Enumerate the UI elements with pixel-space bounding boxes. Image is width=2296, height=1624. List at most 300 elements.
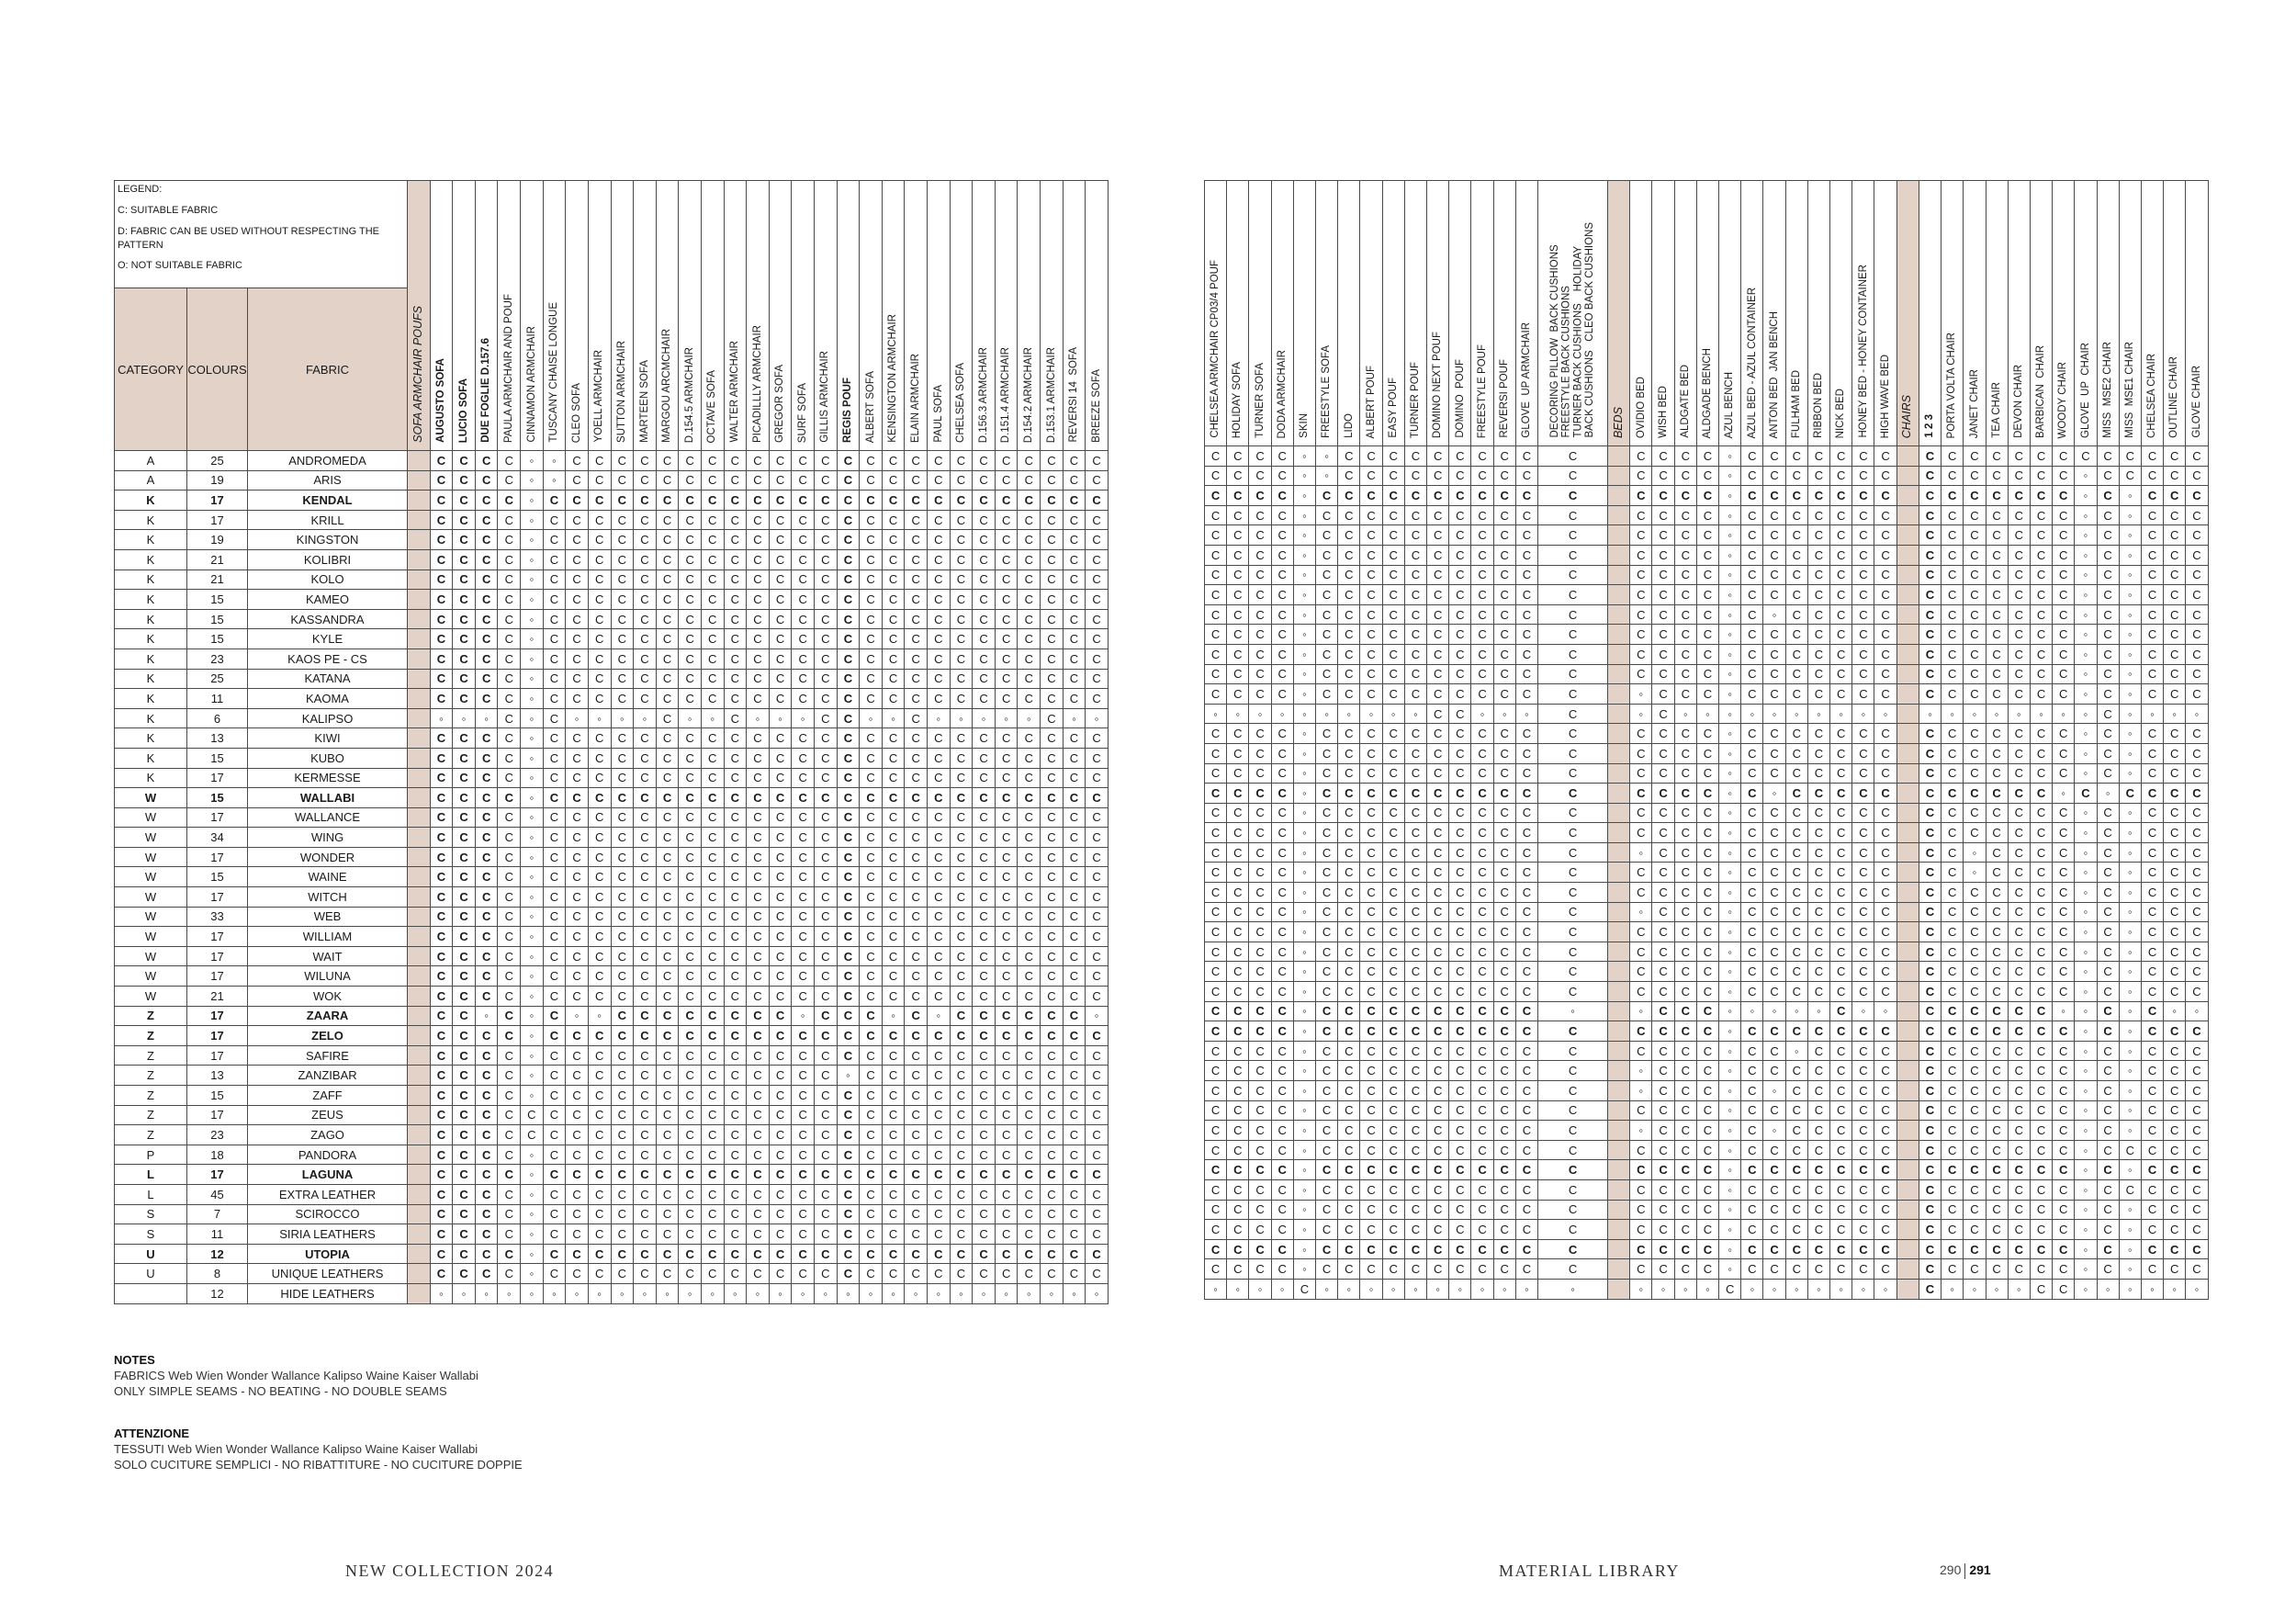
section-spacer-cell (1896, 1259, 1919, 1280)
suitable-mark: C (1404, 684, 1426, 705)
suitable-mark: C (1018, 1264, 1041, 1284)
suitable-mark: C (2097, 625, 2119, 645)
suitable-mark: C (1919, 545, 1941, 565)
suitable-mark: C (1471, 763, 1493, 784)
suitable-mark: C (973, 807, 996, 828)
suitable-mark: C (837, 1184, 860, 1204)
suitable-mark: C (611, 1045, 634, 1066)
colours-cell: 13 (187, 728, 248, 749)
suitable-mark: C (2141, 803, 2163, 823)
suitable-mark: C (1471, 1239, 1493, 1259)
suitable-mark: C (2141, 1160, 2163, 1180)
suitable-mark: C (1674, 486, 1696, 506)
suitable-mark: C (1919, 625, 1941, 645)
suitable-mark: C (1404, 823, 1426, 843)
suitable-mark: C (1018, 570, 1041, 590)
product-header (1018, 181, 1041, 451)
suitable-mark: C (2053, 942, 2075, 962)
suitable-mark: C (1986, 486, 2008, 506)
suitable-mark: C (2097, 922, 2119, 942)
suitable-mark: C (611, 907, 634, 927)
suitable-mark: C (1493, 505, 1515, 525)
suitable-mark: C (1941, 784, 1964, 804)
suitable-mark: C (1493, 604, 1515, 625)
suitable-mark: C (950, 609, 973, 629)
fabric-row (1205, 1121, 2209, 1141)
suitable-mark: C (543, 648, 566, 669)
suitable-mark: C (1316, 902, 1338, 922)
suitable-mark: C (1063, 867, 1086, 887)
suitable-mark: C (1041, 491, 1064, 511)
suitable-mark: C (1674, 922, 1696, 942)
section-spacer-cell (408, 768, 431, 788)
suitable-mark: C (1941, 942, 1964, 962)
not-suitable-mark: ◦ (1086, 1283, 1109, 1303)
fabric-name-cell: ZELO (248, 1026, 408, 1046)
not-suitable-mark: ◦ (1719, 823, 1741, 843)
suitable-mark: C (1964, 625, 1986, 645)
suitable-mark: C (1674, 466, 1696, 486)
suitable-mark: C (2164, 1259, 2186, 1280)
suitable-mark: C (1063, 470, 1086, 491)
suitable-mark: C (1427, 1239, 1449, 1259)
suitable-mark: C (995, 689, 1018, 709)
suitable-mark: C (882, 1066, 905, 1086)
suitable-mark: C (1086, 549, 1109, 570)
suitable-mark: C (1427, 1100, 1449, 1121)
not-suitable-mark: ◦ (430, 1283, 453, 1303)
suitable-mark: C (950, 451, 973, 471)
suitable-mark: C (1741, 962, 1763, 982)
suitable-mark: C (1404, 644, 1426, 664)
suitable-mark: C (1316, 1081, 1338, 1101)
suitable-mark: C (701, 510, 724, 530)
not-suitable-mark: ◦ (1986, 1279, 2008, 1299)
suitable-mark: C (701, 927, 724, 947)
suitable-mark: C (1249, 803, 1271, 823)
section-spacer-cell (408, 570, 431, 590)
suitable-mark: C (814, 907, 837, 927)
suitable-mark: C (995, 1086, 1018, 1106)
not-suitable-mark: ◦ (1763, 1001, 1785, 1021)
section-spacer-cell (1896, 902, 1919, 922)
not-suitable-mark: ◦ (1293, 466, 1315, 486)
suitable-mark: C (566, 1244, 589, 1264)
suitable-mark: C (928, 927, 951, 947)
suitable-mark: C (1652, 784, 1674, 804)
suitable-mark: C (2186, 684, 2208, 705)
suitable-mark: C (1249, 1179, 1271, 1200)
product-header (928, 181, 951, 451)
suitable-mark: C (837, 1264, 860, 1284)
suitable-mark: C (860, 549, 883, 570)
suitable-mark: C (1063, 1006, 1086, 1026)
suitable-mark: C (2141, 585, 2163, 605)
suitable-mark: C (1316, 486, 1338, 506)
suitable-mark: C (2186, 784, 2208, 804)
suitable-mark: C (1249, 962, 1271, 982)
suitable-mark: C (475, 1224, 498, 1245)
suitable-mark: C (2008, 1179, 2030, 1200)
suitable-mark: C (995, 1105, 1018, 1125)
section-spacer-cell (1896, 784, 1919, 804)
suitable-mark: C (1763, 1021, 1785, 1042)
suitable-mark: C (1427, 664, 1449, 684)
suitable-mark: C (1630, 1041, 1652, 1061)
suitable-mark: C (950, 788, 973, 808)
suitable-mark: C (882, 847, 905, 867)
suitable-mark: C (1741, 883, 1763, 903)
suitable-mark: C (1852, 466, 1874, 486)
suitable-mark: C (1427, 962, 1449, 982)
suitable-mark: C (1515, 743, 1537, 763)
suitable-mark: C (2097, 1041, 2119, 1061)
not-suitable-mark: ◦ (2075, 1001, 2097, 1021)
suitable-mark: C (1271, 1200, 1293, 1220)
suitable-mark: C (1360, 982, 1382, 1002)
suitable-mark: C (1063, 788, 1086, 808)
suitable-mark: C (1316, 982, 1338, 1002)
fabric-row (115, 1066, 1109, 1086)
suitable-mark: C (2141, 625, 2163, 645)
suitable-mark: C (1986, 446, 2008, 467)
suitable-mark: C (701, 1165, 724, 1185)
suitable-mark: C (1449, 684, 1471, 705)
suitable-mark: C (1630, 1160, 1652, 1180)
page-numbers (1940, 1562, 1991, 1579)
suitable-mark: C (1874, 684, 1896, 705)
suitable-mark: C (1919, 1239, 1941, 1259)
suitable-mark: C (1316, 1239, 1338, 1259)
product-header-label: DECORING PILLOW BACK CUSHIONS FREESTYLE BACK CUSHIONS TURNER BACK CUSHIONS HOLIDAY BACK CUSHIONS CLEO BACK CUSHIONS (1549, 222, 1596, 438)
suitable-mark: C (453, 867, 476, 887)
attenzione-title: ATTENZIONE (114, 1427, 190, 1440)
not-suitable-mark: ◦ (1719, 1081, 1741, 1101)
suitable-mark: C (679, 1244, 702, 1264)
suitable-mark: C (2119, 446, 2141, 467)
section-spacer-cell (1896, 704, 1919, 724)
suitable-mark: C (792, 510, 815, 530)
colours-cell: 21 (187, 570, 248, 590)
suitable-mark: C (588, 807, 611, 828)
suitable-mark: C (1316, 842, 1338, 863)
suitable-mark: C (995, 748, 1018, 768)
suitable-mark: C (543, 1125, 566, 1145)
suitable-mark: C (747, 966, 770, 987)
product-header (2119, 181, 2141, 446)
suitable-mark: C (860, 946, 883, 966)
fabric-row (115, 807, 1109, 828)
suitable-mark: C (1830, 1140, 1852, 1160)
not-suitable-mark: ◦ (521, 530, 544, 550)
fabric-name-cell: PANDORA (248, 1145, 408, 1165)
suitable-mark: C (1493, 1220, 1515, 1240)
suitable-mark: C (747, 648, 770, 669)
suitable-mark: C (928, 1105, 951, 1125)
suitable-mark: C (1696, 784, 1718, 804)
suitable-mark: C (475, 609, 498, 629)
suitable-mark: C (1086, 1204, 1109, 1224)
colours-cell: 17 (187, 1006, 248, 1026)
suitable-mark: C (1964, 565, 1986, 585)
not-suitable-mark: ◦ (950, 1283, 973, 1303)
suitable-mark: C (1018, 1006, 1041, 1026)
suitable-mark: C (2053, 1279, 2075, 1299)
suitable-mark: C (430, 470, 453, 491)
fabric-name-cell: KYLE (248, 629, 408, 649)
product-header (2030, 181, 2052, 446)
not-suitable-mark: ◦ (1515, 704, 1537, 724)
suitable-mark: C (1086, 748, 1109, 768)
product-header (769, 181, 792, 451)
suitable-mark: C (1249, 724, 1271, 744)
suitable-mark: C (814, 768, 837, 788)
suitable-mark: C (498, 609, 521, 629)
suitable-mark: C (1271, 743, 1293, 763)
suitable-mark: C (837, 907, 860, 927)
suitable-mark: C (1941, 743, 1964, 763)
fabric-name-cell: WITCH (248, 887, 408, 908)
suitable-mark: C (724, 1165, 747, 1185)
not-suitable-mark: ◦ (1719, 545, 1741, 565)
suitable-mark: C (1807, 823, 1829, 843)
suitable-mark: C (2030, 942, 2052, 962)
suitable-mark: C (1086, 1105, 1109, 1125)
suitable-mark: C (1249, 585, 1271, 605)
not-suitable-mark: ◦ (1293, 1100, 1315, 1121)
fabric-row (1205, 1239, 2209, 1259)
suitable-mark: C (498, 530, 521, 550)
suitable-mark: C (453, 966, 476, 987)
fabric-name-cell: KAMEO (248, 590, 408, 610)
suitable-mark: C (498, 629, 521, 649)
suitable-mark: C (837, 470, 860, 491)
not-suitable-mark: ◦ (2075, 1121, 2097, 1141)
suitable-mark: C (543, 946, 566, 966)
section-spacer-cell (1896, 466, 1919, 486)
fabric-row (115, 1184, 1109, 1204)
suitable-mark: C (747, 609, 770, 629)
suitable-mark: C (1515, 1121, 1537, 1141)
suitable-mark: C (1830, 625, 1852, 645)
suitable-mark: C (634, 470, 657, 491)
suitable-mark: C (1941, 1061, 1964, 1081)
section-spacer-cell (408, 927, 431, 947)
section-spacer-cell (408, 590, 431, 610)
product-header (814, 181, 837, 451)
suitable-mark: C (814, 1105, 837, 1125)
suitable-mark: C (1830, 1100, 1852, 1121)
not-suitable-mark: ◦ (769, 1283, 792, 1303)
suitable-mark: C (1741, 982, 1763, 1002)
suitable-mark: C (543, 1264, 566, 1284)
suitable-mark: C (1360, 525, 1382, 546)
suitable-mark: C (1630, 743, 1652, 763)
suitable-mark: C (1741, 565, 1763, 585)
suitable-mark: C (1360, 823, 1382, 843)
suitable-mark: C (475, 887, 498, 908)
attenzione-block (114, 1426, 523, 1472)
suitable-mark: C (995, 470, 1018, 491)
suitable-mark: C (1382, 1179, 1404, 1200)
suitable-mark: C (814, 1264, 837, 1284)
suitable-mark: C (1205, 1259, 1227, 1280)
suitable-mark: C (905, 1204, 928, 1224)
suitable-mark: C (928, 549, 951, 570)
category-cell: U (115, 1264, 187, 1284)
product-header (792, 181, 815, 451)
suitable-mark: C (1630, 565, 1652, 585)
suitable-mark: C (2030, 1121, 2052, 1141)
not-suitable-mark: ◦ (1785, 1279, 1807, 1299)
suitable-mark: C (905, 609, 928, 629)
suitable-mark: C (1674, 1061, 1696, 1081)
suitable-mark: C (1205, 902, 1227, 922)
suitable-mark: C (1018, 609, 1041, 629)
suitable-mark: C (1807, 664, 1829, 684)
suitable-mark: C (1382, 1100, 1404, 1121)
product-header (860, 181, 883, 451)
suitable-mark: C (2075, 446, 2097, 467)
suitable-mark: C (973, 1165, 996, 1185)
suitable-mark: C (1874, 803, 1896, 823)
not-suitable-mark: ◦ (2119, 545, 2141, 565)
fabric-name-cell: WILUNA (248, 966, 408, 987)
suitable-mark: C (2164, 902, 2186, 922)
suitable-mark: C (837, 1125, 860, 1145)
product-header-label: FULHAM BED (1790, 369, 1802, 438)
suitable-mark: C (656, 987, 679, 1007)
suitable-mark: C (928, 689, 951, 709)
not-suitable-mark: ◦ (2119, 565, 2141, 585)
suitable-mark: C (543, 1184, 566, 1204)
suitable-mark: C (1830, 585, 1852, 605)
suitable-mark: C (1652, 1100, 1674, 1121)
fabric-row (1205, 1160, 2209, 1180)
not-suitable-mark: ◦ (1719, 1100, 1741, 1121)
section-spacer-cell (408, 1125, 431, 1145)
section-spacer-cell (1896, 1239, 1919, 1259)
suitable-mark: C (1471, 942, 1493, 962)
suitable-mark: C (1404, 446, 1426, 467)
suitable-mark: C (430, 1264, 453, 1284)
suitable-mark: C (475, 966, 498, 987)
suitable-mark: C (928, 728, 951, 749)
section-spacer-cell (1896, 883, 1919, 903)
suitable-mark: C (724, 966, 747, 987)
suitable-mark: C (656, 1026, 679, 1046)
suitable-mark: C (2053, 1021, 2075, 1042)
suitable-mark: C (1807, 1259, 1829, 1280)
suitable-mark: C (2097, 743, 2119, 763)
suitable-mark: C (1874, 1179, 1896, 1200)
suitable-mark: C (2186, 525, 2208, 546)
suitable-mark: C (1652, 942, 1674, 962)
suitable-mark: C (950, 768, 973, 788)
not-suitable-mark: ◦ (792, 1006, 815, 1026)
suitable-mark: C (475, 987, 498, 1007)
suitable-mark: C (588, 1264, 611, 1284)
not-suitable-mark: ◦ (2186, 704, 2208, 724)
suitable-mark: C (1741, 1121, 1763, 1141)
product-header (1674, 181, 1696, 446)
suitable-mark: C (1316, 1160, 1338, 1180)
fabric-row (1205, 1041, 2209, 1061)
suitable-mark: C (543, 708, 566, 728)
not-suitable-mark: ◦ (1719, 1239, 1741, 1259)
suitable-mark: C (588, 629, 611, 649)
suitable-mark: C (701, 887, 724, 908)
suitable-mark: C (1041, 1026, 1064, 1046)
section-spacer-cell (1608, 1279, 1630, 1299)
suitable-mark: C (1763, 1100, 1785, 1121)
suitable-mark: C (1919, 446, 1941, 467)
colours-cell: 12 (187, 1283, 248, 1303)
suitable-mark: C (1941, 664, 1964, 684)
suitable-mark: C (588, 470, 611, 491)
product-header-label: AUGUSTO SOFA (435, 358, 447, 443)
suitable-mark: C (656, 1105, 679, 1125)
suitable-mark: C (2053, 545, 2075, 565)
suitable-mark: C (2008, 1239, 2030, 1259)
suitable-mark: C (1449, 505, 1471, 525)
suitable-mark: C (814, 1125, 837, 1145)
suitable-mark: C (995, 867, 1018, 887)
suitable-mark: C (1852, 743, 1874, 763)
suitable-mark: C (2008, 1041, 2030, 1061)
suitable-mark: C (747, 1006, 770, 1026)
suitable-mark: C (1360, 1259, 1382, 1280)
suitable-mark: C (1515, 1160, 1537, 1180)
suitable-mark: C (475, 1184, 498, 1204)
suitable-mark: C (860, 1045, 883, 1066)
suitable-mark: C (950, 748, 973, 768)
suitable-mark: C (1538, 1100, 1608, 1121)
suitable-mark: C (1227, 585, 1249, 605)
suitable-mark: C (475, 1264, 498, 1284)
suitable-mark: C (656, 510, 679, 530)
suitable-mark: C (1063, 1045, 1086, 1066)
suitable-mark: C (1271, 486, 1293, 506)
suitable-mark: C (1271, 863, 1293, 883)
suitable-mark: C (1404, 1140, 1426, 1160)
suitable-mark: C (860, 907, 883, 927)
suitable-mark: C (1249, 1021, 1271, 1042)
suitable-mark: C (1874, 1121, 1896, 1141)
suitable-mark: C (1763, 962, 1785, 982)
suitable-mark: C (1271, 1061, 1293, 1081)
suitable-mark: C (837, 1244, 860, 1264)
not-suitable-mark: ◦ (521, 708, 544, 728)
fabric-row (115, 510, 1109, 530)
suitable-mark: C (453, 1045, 476, 1066)
product-header-label: SURF SOFA (796, 382, 808, 443)
not-suitable-mark: ◦ (521, 828, 544, 848)
suitable-mark: C (814, 828, 837, 848)
suitable-mark: C (498, 728, 521, 749)
product-header-label: DOMINO NEXT POUF (1432, 331, 1444, 438)
suitable-mark: C (1404, 505, 1426, 525)
suitable-mark: C (814, 1204, 837, 1224)
suitable-mark: C (1427, 545, 1449, 565)
not-suitable-mark: ◦ (611, 708, 634, 728)
suitable-mark: C (2141, 1061, 2163, 1081)
suitable-mark: C (1041, 1244, 1064, 1264)
suitable-mark: C (1785, 724, 1807, 744)
suitable-mark: C (792, 549, 815, 570)
suitable-mark: C (1874, 1100, 1896, 1121)
suitable-mark: C (1227, 1160, 1249, 1180)
